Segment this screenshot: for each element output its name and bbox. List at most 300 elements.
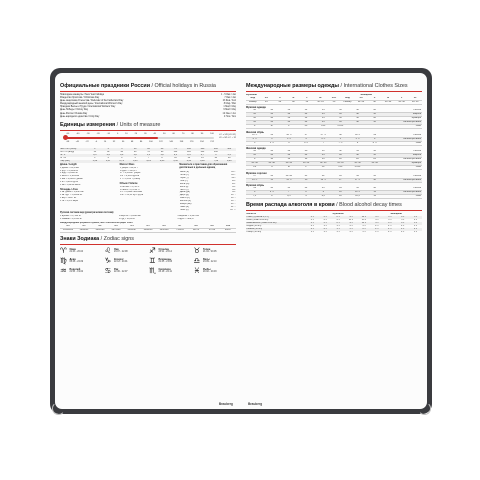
conversion-cell: 128 — [187, 150, 191, 153]
holiday-name: День Победы / Victory Day — [60, 109, 88, 112]
size-cell: 40 — [263, 187, 280, 191]
paper-size: 105x148 — [156, 228, 172, 232]
paper-size: 594x841 — [76, 228, 92, 232]
russian-line: 1 аршин = 0,7112 м — [60, 214, 81, 217]
size-cell: XS — [246, 166, 263, 170]
conversion-cell: 2 — [107, 156, 109, 159]
holiday-date: 9 Май / May — [223, 109, 236, 112]
holiday-name: Новогодние каникулы / New Year holidays — [60, 94, 105, 96]
celsius-tick: 30 — [144, 132, 147, 135]
celsius-scale — [66, 133, 214, 135]
zodiac-text — [70, 248, 84, 253]
zodiac-text — [203, 258, 217, 263]
conversion-cell: 2,1 — [169, 154, 182, 157]
right-page — [241, 73, 427, 409]
alcohol-time: 2 ч — [401, 225, 405, 228]
zodiac-rule — [60, 244, 236, 245]
size-cell: 42 — [297, 121, 314, 125]
top-size-cell: 44..46 — [395, 100, 409, 104]
zodiac-date: 23.10 - 22.11 — [158, 271, 172, 274]
size-cell: XL — [315, 166, 332, 170]
russian-line: 1 вершок = 4,445 см — [177, 214, 199, 217]
alcohol-time: 1 ч — [413, 225, 418, 228]
paper-format: A3 — [108, 225, 124, 229]
holiday-date: 12 Июн / Jun — [222, 112, 236, 115]
conversion-cell: 160 — [213, 150, 218, 153]
top-size-cell: L — [395, 97, 409, 101]
conversion-cell: 8,28 — [223, 160, 236, 163]
size-cell: 58..60 — [366, 162, 383, 166]
conversion-cell: 96 — [160, 150, 164, 153]
conversion-cell: мм / mm (ЧИА) — [60, 148, 88, 151]
top-size-cell: S — [273, 97, 287, 101]
conversion-cell: 3 — [102, 148, 115, 151]
size-cell: 60 — [366, 117, 383, 121]
size-cell: 43 — [315, 187, 332, 191]
alcohol-time: 12 ч — [357, 222, 370, 225]
size-cell: 54..56 — [332, 162, 349, 166]
fahrenheit-tick: -58 — [66, 140, 70, 143]
size-cell: 46 — [246, 117, 263, 121]
size-cell: 6 — [246, 191, 263, 195]
alcohol-time: 9 ч — [345, 216, 358, 219]
size-cell: XXL — [315, 125, 332, 129]
holidays-title: Официальные праздники России / Official holidays in Russia — [60, 83, 216, 89]
alcohol-time: 4 ч — [383, 222, 396, 225]
conversion-cell: 5 — [115, 148, 128, 151]
zodiac-name: Рыбы — [203, 268, 211, 272]
zodiac-sign — [60, 257, 103, 265]
zodiac-icon: ♍ — [60, 255, 67, 265]
top-size-cell: M — [381, 97, 395, 101]
mass-line: 1 т = 1,102 т (США) — [119, 178, 141, 181]
size-cell: 17 — [332, 178, 349, 182]
holiday-list — [60, 94, 236, 119]
paper-format: A10 — [220, 225, 236, 229]
size-cell: 48 — [349, 154, 366, 158]
size-cell: 40 — [280, 121, 297, 125]
alcohol-time: 2 ч — [370, 228, 383, 231]
size-cell: 44 — [332, 187, 349, 191]
paper-size: 841x1189 — [60, 228, 76, 232]
holiday-name: Международный женский день / International Women's Day — [60, 103, 123, 106]
conversion-cell: 3,3 — [223, 154, 236, 157]
zodiac-date: 23.08 - 22.09 — [69, 261, 84, 264]
zodiac-date: 21.04 - 20.05 — [203, 251, 217, 254]
prefix-name: Деци (д) — [179, 194, 189, 197]
prefix-value: 10² — [232, 188, 236, 191]
alcohol-time: 2 ч — [409, 228, 422, 231]
size-cell: 48..50 — [280, 162, 297, 166]
top-size-cell: L — [300, 97, 314, 101]
conversion-cell: 2,07 — [102, 160, 115, 163]
alcohol-time: 2 ч — [332, 222, 345, 225]
top-size-cell: XL — [408, 97, 422, 101]
alcohol-time: 5 ч — [388, 219, 392, 222]
prefix-block: Множители и приставки для образования десятичных и дольных единиц — [179, 163, 228, 169]
alcohol-head-women: Женщины — [390, 213, 402, 216]
size-cell: 16 — [297, 178, 314, 182]
prefix-name: Нано (н) — [179, 205, 189, 208]
length-line: 1 дюйм = 25,4 мм — [60, 166, 79, 169]
conversion-row — [60, 160, 236, 163]
holiday-name: День России / Russia Day — [60, 112, 88, 115]
prefix-name: Гекто (г) — [179, 188, 189, 191]
alcohol-time: 4 ч — [396, 216, 409, 219]
size-cell: 6 — [366, 137, 383, 141]
conversion-cell: 20 — [227, 156, 231, 159]
top-size-cell: 38 — [368, 100, 382, 104]
size-cell: 42 — [297, 154, 314, 158]
size-cell: 58 — [349, 109, 366, 113]
prefix-name: Милли (м) — [179, 200, 191, 203]
top-size-cell: XS — [260, 97, 274, 101]
size-cell: XL — [297, 125, 314, 129]
conversion-cell: 2,7 — [196, 154, 209, 157]
size-cell: 7 — [280, 191, 297, 195]
celsius-tick: 90 — [200, 132, 204, 135]
size-cell: 7 ½ — [332, 141, 349, 145]
alcohol-time: 1 ч — [375, 231, 379, 234]
top-size-cell: XS — [354, 97, 368, 101]
size-country: Великобритания — [383, 137, 422, 141]
volume-line: 1 пинта = 0,4732 л — [119, 188, 140, 191]
alcohol-time: 3 ч — [323, 219, 327, 222]
prefix-name: Пета (П) — [179, 173, 189, 176]
size-cell: 50 — [280, 109, 297, 113]
paper-format: A8 — [188, 225, 204, 229]
size-cell: 38 — [263, 175, 280, 179]
paper-title: Международные форматы бумаги, мм / International paper sizes — [60, 221, 133, 224]
holiday-name: День защитника Отечества / Defender of the Fatherland Day — [60, 100, 124, 103]
celsius-tick: 20 — [134, 132, 138, 135]
size-cell: 44 — [315, 121, 332, 125]
size-country: Россия — [383, 134, 422, 138]
size-cell: 45 — [349, 187, 366, 191]
paper-size: 52x74 — [188, 228, 204, 232]
conversion-cell: м / ft — [60, 154, 88, 157]
size-cell: 46 — [366, 187, 383, 191]
size-cell: 42 — [315, 175, 332, 179]
celsius-tick: 60 — [172, 132, 175, 135]
russian-line: 1 пуд = 16,38 кг — [118, 217, 136, 220]
alcohol-time: 6 ч — [357, 228, 370, 231]
size-cell: 46 — [332, 154, 349, 158]
size-cell: 10 — [263, 158, 280, 162]
conversion-cell: бар (bar) — [60, 160, 88, 163]
left-page — [55, 73, 241, 409]
size-country: США — [383, 195, 422, 199]
size-cell: 10 — [332, 191, 349, 195]
zodiac-name: Стрелец — [158, 248, 169, 252]
top-size-cell: 40..42 — [381, 100, 395, 104]
paper-size: 74x105 — [172, 228, 188, 232]
holiday-name: Праздник Весны и Труда / International Workers' Day — [60, 106, 116, 109]
size-cell: L — [297, 166, 314, 170]
conversion-cell: 7,59 — [209, 160, 222, 163]
size-cell: 50 — [366, 154, 383, 158]
size-cell: 52 — [297, 117, 314, 121]
top-size-cell: 50 — [300, 100, 314, 104]
size-cell: 22 — [366, 158, 383, 162]
size-cell: 54 — [349, 150, 366, 154]
zodiac-icon: ♎ — [193, 255, 201, 265]
zodiac-icon: ♈ — [60, 245, 67, 255]
alcohol-time: 3 ч — [306, 222, 319, 225]
conversion-cell: 8 — [161, 156, 163, 159]
size-cell: 10 — [332, 195, 349, 199]
size-country: Франция — [383, 162, 422, 166]
zodiac-name: Телец — [203, 248, 211, 252]
alcohol-time: 5 ч — [362, 225, 366, 228]
holiday-name: Рождество Христово / Christmas Day — [60, 97, 100, 100]
conversion-cell: 2,76 — [115, 160, 128, 163]
paper-format: A4 — [124, 225, 140, 229]
top-size-cell: 48 — [287, 100, 301, 104]
alcohol-title: Время распада алкоголя в крови / Blood alcohol decay times — [246, 202, 402, 209]
alcohol-time: 4 ч — [349, 225, 353, 228]
size-cell: XXXL — [332, 125, 349, 129]
size-cell: 38 ½ — [349, 134, 366, 138]
prefix-name: Кило (к) — [179, 185, 189, 188]
conversion-cell: 13 — [187, 156, 191, 159]
zodiac-text — [159, 248, 172, 253]
alcohol-time: 3 ч — [310, 219, 314, 222]
paper-size: 148x210 — [140, 228, 156, 232]
conversion-cell: 1,38 — [88, 160, 101, 163]
volume-block — [120, 183, 177, 198]
fahrenheit-tick: 122 — [159, 140, 163, 143]
size-cell: 2 ½ — [246, 137, 263, 141]
volume-line: 1 м³ = 35,31 куб. фута — [119, 194, 144, 197]
mass-heading: Масса / Mass — [119, 163, 135, 166]
length-line: 1 мм = 0,03937 дюйм — [60, 178, 83, 181]
paper-size: 210x297 — [124, 228, 140, 232]
fahrenheit-tick: -40 — [75, 140, 79, 143]
brand-logo: Brauberg — [218, 402, 233, 406]
size-cell: 42 — [297, 187, 314, 191]
alcohol-head-drink: Напиток — [246, 213, 256, 216]
corner-elastic-right — [418, 402, 431, 415]
zodiac-date: 23.11 - 21.12 — [158, 251, 172, 254]
alcohol-table — [246, 213, 422, 234]
alcohol-time: 1 ч — [336, 225, 340, 228]
size-cell: 40 — [280, 154, 297, 158]
fahrenheit-tick: 158 — [179, 140, 184, 143]
length-line: 1 ярд = 0,9144 м — [60, 172, 78, 175]
alcohol-time: 5 ч — [401, 219, 405, 222]
alcohol-time: 3 ч — [319, 222, 332, 225]
alcohol-time: 1 ч — [332, 228, 345, 231]
paper-format: A9 — [204, 225, 220, 229]
size-group-table — [246, 134, 422, 146]
zodiac-sign — [194, 257, 237, 265]
conversion-cell: 100 — [182, 148, 195, 151]
size-cell: 16 — [315, 158, 332, 162]
size-country: Россия — [383, 187, 422, 191]
alcohol-time: 4 ч — [349, 231, 353, 234]
zodiac-text — [159, 258, 173, 263]
volume-heading: Объем / Volume — [119, 182, 138, 185]
zodiac-name: Лев — [114, 248, 119, 252]
size-country: США — [383, 166, 422, 170]
fahrenheit-tick: 104 — [148, 140, 153, 143]
size-cell: 5 ½ — [349, 137, 366, 141]
zodiac-text — [70, 268, 84, 273]
celsius-tick: 50 — [162, 132, 166, 135]
size-cell: 50 — [366, 121, 383, 125]
conversion-cell: 40 — [155, 148, 168, 151]
size-cell: 15 — [263, 178, 280, 182]
paper-format: A2 — [92, 225, 108, 229]
size-group-table — [246, 187, 422, 199]
size-cell: 37 ½ — [315, 134, 332, 138]
zodiac-icon: ♓ — [193, 265, 201, 275]
conversion-cell: 6,90 — [196, 160, 209, 163]
conversion-cell: 64 — [133, 150, 137, 153]
mass-line: 1 г = 0,03527 унции — [119, 172, 141, 175]
size-country: США — [383, 141, 422, 145]
zodiac-date: 20.02 - 20.03 — [203, 271, 217, 274]
size-cell: 9 — [297, 195, 314, 199]
zodiac-sign — [149, 267, 192, 275]
conversion-cell: 10 — [128, 148, 141, 151]
mass-line: 1 фунт = 453,6 г — [119, 169, 137, 172]
units-columns — [60, 164, 236, 212]
conversion-cell: 4 — [121, 156, 123, 159]
size-cell: 44 — [263, 150, 280, 154]
size-cell: 11 — [366, 191, 383, 195]
size-cell: 8 — [297, 191, 314, 195]
conversion-cell: 78 — [147, 150, 150, 153]
conversion-cell: 48 — [120, 150, 124, 153]
conversion-cell: 3,45 — [128, 160, 141, 163]
alcohol-time: 4 ч — [413, 219, 418, 222]
units-col-3 — [179, 164, 236, 212]
size-cell: S — [246, 125, 263, 129]
length-line: 1 м = 3,281 фута — [60, 181, 78, 184]
size-cell: 58 — [349, 117, 366, 121]
conversion-cell: 76 — [169, 148, 182, 151]
size-cell: 42 — [246, 150, 263, 154]
length-line: 1 фут = 0,3048 м — [60, 169, 78, 172]
size-cell: 39 — [366, 134, 383, 138]
alcohol-time: 2 ч — [401, 231, 405, 234]
size-country: Европа — [383, 154, 422, 158]
holiday-name: День народного единства / Unity Day — [60, 115, 100, 118]
celsius-tick: 0 — [116, 132, 119, 135]
size-cell: 5 ½ — [263, 141, 280, 145]
top-size-row — [246, 100, 422, 104]
size-cell — [366, 166, 383, 170]
size-row — [246, 178, 422, 182]
size-group-title: Женская одежда — [246, 147, 266, 151]
size-cell: 50 — [315, 150, 332, 154]
fahrenheit-tick: 86 — [139, 140, 143, 143]
size-cell: 36 ½ — [280, 134, 297, 138]
alcohol-time: 3 ч — [336, 219, 340, 222]
prefix-row — [179, 209, 236, 212]
prefix-value: 10⁻¹² — [230, 208, 236, 211]
size-cell: 41 — [297, 175, 314, 179]
paper-format: A6 — [156, 225, 172, 229]
size-cell: 48 — [263, 109, 280, 113]
size-cell: 8 — [263, 195, 280, 199]
zodiac-name: Весы — [203, 258, 210, 262]
celsius-tick: -50 — [66, 132, 70, 135]
size-group-title: Мужские сорочки — [246, 171, 267, 175]
size-cell: 44 — [315, 154, 332, 158]
size-cell: 3 — [263, 137, 280, 141]
size-cell: 15 ½ — [280, 178, 297, 182]
conversion-cell: 18 — [214, 156, 218, 159]
alcohol-drink: Водка (50 мл) — [246, 225, 262, 228]
russian-lines — [60, 215, 236, 221]
alcohol-time: 3 ч — [409, 216, 422, 219]
size-cell — [349, 125, 366, 129]
size-cell: 46 — [332, 113, 349, 117]
zodiac-text — [114, 258, 128, 263]
size-cell: 44 — [315, 113, 332, 117]
conversion-cell: 380 — [223, 148, 236, 151]
size-cell: 6 ½ — [263, 191, 280, 195]
alcohol-time: 1 ч — [323, 231, 327, 234]
sizes-rule — [246, 91, 422, 92]
size-cell: 8,5 — [280, 195, 297, 199]
conversion-cell: 15 — [93, 150, 97, 153]
alcohol-time: 2 ч — [396, 228, 409, 231]
size-cell: 56 — [332, 117, 349, 121]
alcohol-time: 5 ч — [362, 231, 366, 234]
zodiac-date: 21.05 - 21.06 — [158, 261, 173, 264]
prefix-value: 10¹⁵ — [231, 173, 236, 176]
size-cell: XXL — [332, 166, 349, 170]
size-cell: 12 — [280, 158, 297, 162]
size-cell: L — [280, 125, 297, 129]
units-col-2 — [120, 164, 177, 212]
zodiac-icon: ♏ — [149, 265, 156, 275]
celsius-tick: 70 — [181, 132, 185, 135]
fahrenheit-tick: 50 — [121, 140, 125, 143]
conversion-cell: 2,4 — [182, 154, 195, 157]
conversion-cell: 4,14 — [142, 160, 155, 163]
alcohol-row — [246, 231, 422, 234]
alcohol-drink: Коньяк (50 мл) — [246, 228, 306, 231]
conversion-cell: 1 — [88, 148, 101, 151]
size-cell: 10,5 — [349, 195, 366, 199]
alcohol-time: 1 ч — [336, 231, 340, 234]
fahrenheit-tick: 32 — [112, 140, 116, 143]
size-row — [246, 141, 422, 145]
prefix-value: 10⁹ — [231, 179, 236, 182]
zodiac-sign — [194, 247, 237, 255]
size-group — [246, 184, 422, 199]
alcohol-time: 2 ч — [319, 228, 332, 231]
russian-heading: Русская система мер (дометрическая система) — [60, 211, 114, 214]
size-groups — [246, 106, 422, 199]
zodiac-date: 23.09 - 22.10 — [203, 261, 217, 264]
alcohol-time: 2 ч — [306, 228, 319, 231]
top-size-cell: 56 — [327, 100, 341, 104]
size-country: Великобритания — [383, 178, 422, 182]
paper-format: A7 — [172, 225, 188, 229]
alcohol-time: 2 ч — [310, 225, 314, 228]
zodiac-text — [70, 258, 84, 263]
zodiac-icon: ♋ — [104, 265, 112, 275]
size-cell: 40 — [280, 113, 297, 117]
size-cell: 20 — [349, 158, 366, 162]
conversion-cell: 0,9 — [115, 154, 128, 157]
